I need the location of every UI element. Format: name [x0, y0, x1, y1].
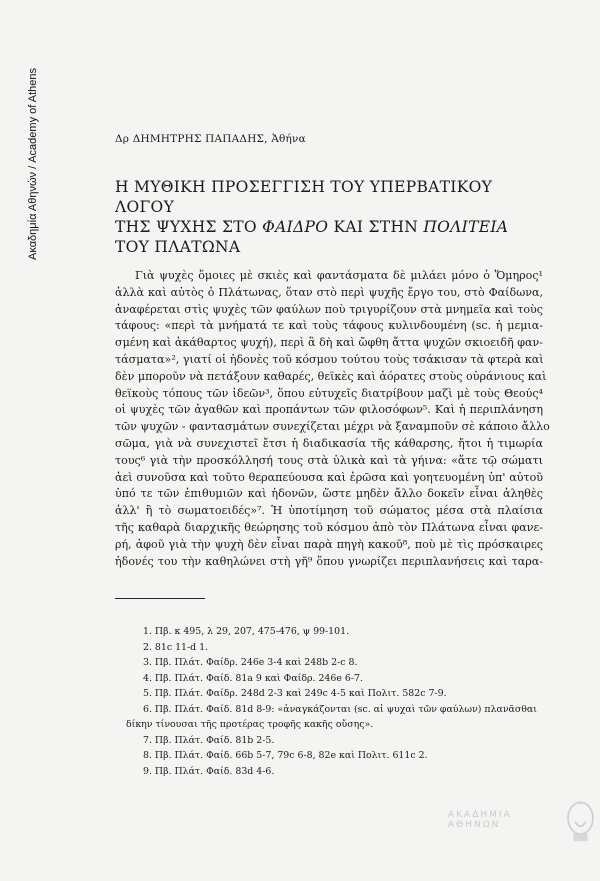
title-line-3: ΤΟΥ ΠΛΑΤΩΝΑ — [115, 238, 241, 256]
body-line: τῆς καθαρὰ διαρχικῆς θεώρησης τοῦ κόσμου ἀπὸ τὸν Πλάτωνα εἶναι φανε- — [115, 520, 543, 534]
title-italic-politeia: ΠΟΛΙΤΕΙΑ — [423, 218, 509, 236]
footnote: 6. Πβ. Πλάτ. Φαίδ. 81d 8-9: «ἀναγκάζονται (sc. αἱ ψυχαὶ τῶν φαύλων) πλανᾶσθαι — [143, 703, 537, 715]
body-line: ἀεὶ συνοῦσα καὶ τοῦτο θεραπεύουσα καὶ ἐρῶσα καὶ γοητευομένη ὑπ' αὐτοῦ — [115, 470, 543, 484]
footnote: 4. Πβ. Πλάτ. Φαίδ. 81a 9 καὶ Φαίδρ. 246e 6-7. — [143, 672, 363, 684]
footnote: 9. Πβ. Πλάτ. Φαίδ. 83d 4-6. — [143, 765, 275, 777]
body-line: σῶμα, γιὰ νὰ συνεχιστεῖ ἔτσι ἡ διαδικασία τῆς κάθαρσης, ἤτοι ἡ τιμωρία — [115, 436, 543, 450]
footnote-divider — [115, 598, 205, 599]
body-line: ἀναφέρεται στὶς ψυχὲς τῶν φαύλων ποὺ τριγυρίζουν στὰ μνημεῖα καὶ τοὺς — [115, 302, 543, 316]
title-text: ΚΑΙ ΣΤΗΝ — [328, 218, 424, 236]
body-line: θεϊκοὺς τόπους τῶν ἰδεῶν³, ὅπου εὐτυχεῖς διατρίβουν μαζὶ μὲ τοὺς Θεούς⁴ — [115, 386, 543, 400]
body-line: οἱ ψυχὲς τῶν ἀγαθῶν καὶ προπάντων τῶν φιλοσόφων⁵. Καὶ ἡ περιπλάνηση — [115, 403, 543, 417]
title-line-1: Η ΜΥΘΙΚΗ ΠΡΟΣΕΓΓΙΣΗ ΤΟΥ ΥΠΕΡΒΑΤΙΚΟΥ ΛΟΓΟΥ — [115, 178, 493, 216]
footnote: 1. Πβ. κ 495, λ 29, 207, 475-476, ψ 99-101. — [143, 626, 350, 637]
body-line: ἡδονές του τὴν καθηλώνει στὴ γῆ⁹ ὅπου γνωρίζει περιπλανήσεις καὶ ταρα- — [115, 554, 543, 568]
footnote: 5. Πβ. Πλάτ. Φαίδρ. 248d 2-3 καὶ 249c 4-5 καὶ Πολιτ. 582c 7-9. — [143, 688, 447, 699]
article-title — [115, 177, 545, 257]
footnote: 8. Πβ. Πλάτ. Φαίδ. 66b 5-7, 79c 6-8, 82e καὶ Πολιτ. 611c 2. — [143, 750, 428, 761]
body-line: δὲν μποροῦν νὰ πετάξουν καθαρές, θεϊκὲς καὶ ἀόρατες στοὺς οὐράνιους καὶ — [115, 369, 547, 383]
body-line: τάφους: «περὶ τὰ μνήματά τε καὶ τοὺς τάφους κυλινδουμένη (sc. ἡ μεμια- — [115, 319, 543, 333]
body-line: τῶν ψυχῶν - φαντασμάτων συνεχίζεται μέχρι νὰ ξαναμποῦν σὲ κάποιο ἄλλο — [115, 420, 550, 434]
footnote: 7. Πβ. Πλάτ. Φαίδ. 81b 2-5. — [143, 734, 275, 746]
body-line: σμένη καὶ ἀκάθαρτος ψυχή), περὶ ἃ δὴ καὶ ὤφθη ἄττα ψυχῶν σκιοειδῆ φαν- — [115, 336, 543, 350]
body-line: ἀλλὰ καὶ αὐτὸς ὁ Πλάτωνας, ὅταν στὸ περὶ ψυχῆς ἔργο του, στὸ Φαίδωνα, — [115, 285, 543, 299]
body-line: τους⁶ γιὰ τὴν προσκόλλησή τους στὰ ὑλικὰ καὶ τὰ γήινα: «ἅτε τῷ σώματι — [115, 453, 543, 467]
watermark-text: ΑΚΑΔΗΜΙΑ ΑΘΗΝΩΝ — [448, 810, 512, 830]
body-line: τάσματα»², γιατί οἱ ἡδονὲς τοῦ κόσμου τούτου τοὺς τσάκισαν τὰ φτερὰ καὶ — [115, 352, 544, 366]
title-line-2 — [115, 217, 545, 237]
footnotes — [126, 624, 543, 779]
body-line: ὑπό τε τῶν ἐπιθυμιῶν καὶ ἡδονῶν, ὥστε μηδὲν ἄλλο δοκεῖν εἶναι ἀληθὲς — [115, 487, 543, 501]
footnote: δίκην τίνουσαι τῆς προτέρας τροφῆς κακῆς οὔσης». — [126, 719, 374, 730]
athena-seal-icon — [561, 792, 600, 848]
footnote: 3. Πβ. Πλάτ. Φαίδρ. 246e 3-4 καὶ 248b 2-c 8. — [143, 657, 358, 668]
body-line: Γιὰ ψυχὲς ὅμοιες μὲ σκιὲς καὶ φαντάσματα δὲ μιλάει μόνο ὁ Ὅμηρος¹ — [135, 269, 543, 282]
body-paragraph — [115, 268, 550, 570]
sidebar-label: Ακαδημία Αθηνών / Academy of Athens — [27, 67, 39, 260]
academy-watermark — [448, 792, 600, 848]
body-line: ἀλλ' ἢ τὸ σωματοειδές»⁷. Ἡ ὑποτίμηση τοῦ σώματος μέσα στὰ πλαίσια — [115, 504, 543, 518]
footnote: 2. 81c 11-d 1. — [143, 641, 209, 653]
body-line: ρή, ἀφοῦ γιὰ τὴν ψυχὴ δὲν εἶναι παρὰ πηγὴ κακοῦ⁸, ποὺ μὲ τὶς πρόσκαιρες — [115, 537, 543, 551]
title-text: ΤΗΣ ΨΥΧΗΣ ΣΤΟ — [115, 218, 263, 236]
author-line: Δρ ΔΗΜΗΤΡΗΣ ΠΑΠΑΔΗΣ, Ἀθήνα — [115, 133, 306, 145]
title-italic-phaedrus: ΦΑΙΔΡΟ — [262, 218, 329, 236]
